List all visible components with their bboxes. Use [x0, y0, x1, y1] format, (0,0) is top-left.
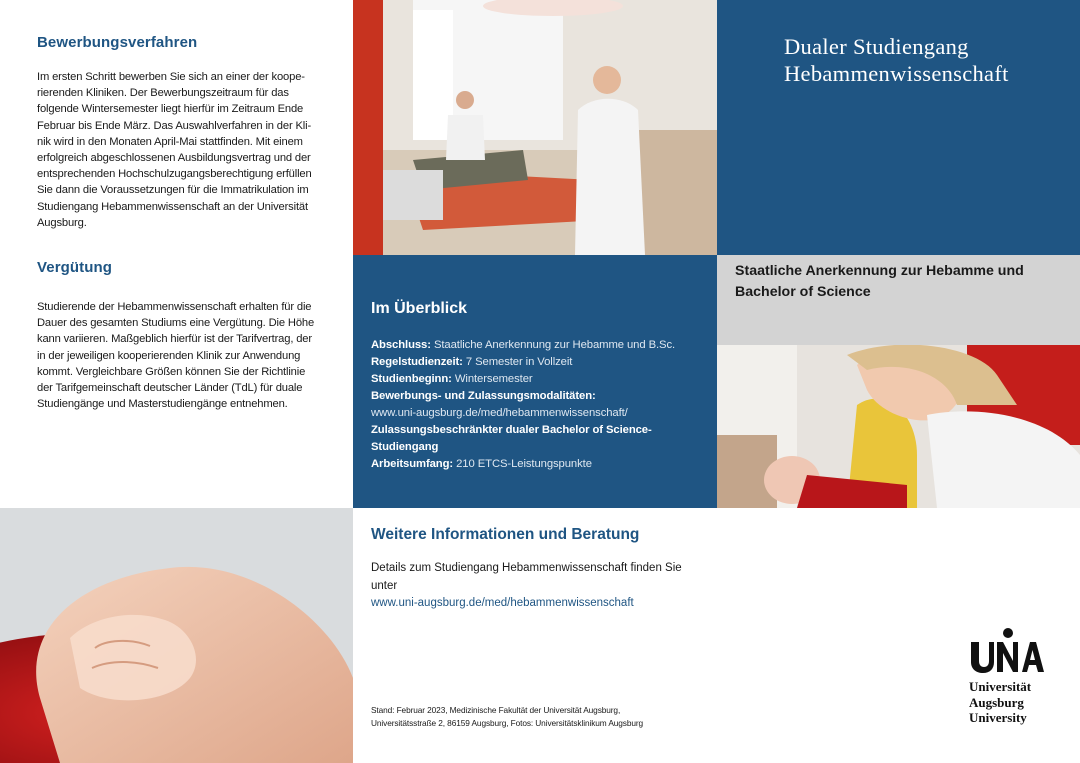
info-line-1: Details zum Studiengang Hebammenwissenschaft finden Sie [371, 562, 682, 574]
overview-item [371, 388, 711, 405]
info-heading: Weitere Informationen und Beratung [371, 526, 640, 543]
text-line: Augsburg. [37, 216, 87, 229]
info-text [371, 560, 701, 613]
text-line: Dauer des gesamten Studiums eine Vergütung. Die Höhe [37, 317, 315, 330]
overview-value: Wintersemester [451, 373, 533, 385]
overview-key: Abschluss: [371, 339, 431, 351]
text-line: kommt. Vergleichbare Größen können Sie der Richtlinie [37, 365, 306, 378]
text-line: kann variieren. Maßgeblich hierfür ist der Tarifvertrag, der [37, 333, 312, 346]
text-line: Studiengang Hebammenwissenschaft an der Universität [37, 200, 308, 213]
text-line: erfolgreich abgeschlossenen Ausbildungsvertrag und der [37, 152, 311, 165]
overview-value: 210 ETCS-Leistungspunkte [453, 458, 592, 470]
text-line: entsprechenden Hochschulzugangsberechtigung erfüllen [37, 168, 312, 181]
footnote-line-2: Universitätsstraße 2, 86159 Augsburg, Fotos: Universitätsklinikum Augsburg [371, 717, 644, 728]
overview-item [371, 354, 711, 371]
overview-heading: Im Überblick [371, 300, 468, 317]
title-panel [717, 0, 1080, 255]
university-logo [965, 627, 1065, 737]
recognition-line-2: Bachelor of Science [735, 284, 871, 300]
text-line: in der jeweiligen kooperierenden Klinik zur Anwendung [37, 349, 301, 362]
delivery-room-illustration [353, 0, 717, 255]
newborn-photo [717, 345, 1080, 508]
compensation-text [37, 299, 337, 412]
university-logo-mark-icon [967, 627, 1045, 673]
program-website-link[interactable]: www.uni-augsburg.de/med/hebammenwissenschaft [371, 597, 634, 609]
overview-value: 7 Semester in Vollzeit [462, 356, 573, 368]
application-text [37, 69, 337, 231]
overview-key: Arbeitsumfang: [371, 458, 454, 470]
text-line: Im ersten Schritt bewerben Sie sich an einer der koope- [37, 71, 305, 83]
overview-key: Bewerbungs- und Zulassungsmodalitäten: [371, 390, 596, 402]
logo-line-3: University [969, 710, 1027, 725]
recognition-panel [717, 255, 1080, 345]
admission-link[interactable]: www.uni-augsburg.de/med/hebammenwissenschaft/ [371, 407, 628, 419]
logo-line-2: Augsburg [969, 694, 1024, 710]
newborn-illustration [717, 345, 1080, 508]
text-line: Sie dann die Voraussetzungen für die Immatrikulation im [37, 184, 309, 197]
info-section [353, 508, 717, 763]
application-heading: Bewerbungsverfahren [37, 34, 198, 51]
text-line: Studierende der Hebammenwissenschaft erhalten für die [37, 301, 312, 313]
overview-key: Studienbeginn: [371, 373, 452, 385]
info-line-2: unter [371, 579, 398, 592]
title-line-2: Hebammenwissenschaft [784, 61, 1009, 86]
overview-item [371, 337, 711, 354]
title-line-1: Dualer Studiengang [784, 34, 969, 59]
overview-key: Regelstudienzeit: [371, 356, 463, 368]
recognition-line-1: Staatliche Anerkennung zur Hebamme und [735, 263, 1024, 279]
footnote-line-1: Stand: Februar 2023, Medizinische Fakultät der Universität Augsburg, [371, 705, 621, 715]
recognition-text [735, 261, 1024, 303]
program-title [784, 33, 1009, 87]
left-column [0, 0, 353, 508]
text-line: rierenden Kliniken. Der Bewerbungszeitraum für das [37, 87, 289, 100]
overview-item [371, 456, 711, 473]
compensation-heading: Vergütung [37, 259, 113, 276]
text-line: Studiengänge und Masterstudiengänge entnehmen. [37, 398, 288, 411]
overview-key: Zulassungsbeschränkter dualer Bachelor of Science- [371, 424, 652, 436]
logo-line-1: Universität [969, 679, 1032, 694]
overview-item [371, 439, 711, 456]
footnote [371, 704, 711, 729]
overview-item[interactable] [371, 405, 711, 422]
delivery-room-photo [353, 0, 717, 255]
overview-list [371, 337, 711, 473]
overview-panel [353, 255, 717, 508]
overview-item [371, 371, 711, 388]
text-line: nik wird in den Monaten April-Mai stattfinden. Mit einem [37, 135, 303, 148]
overview-key: Studiengang [371, 441, 439, 453]
text-line: folgende Wintersemester liegt hierfür im Zeitraum Ende [37, 103, 304, 116]
overview-value: Staatliche Anerkennung zur Hebamme und B.Sc. [430, 339, 676, 351]
text-line: Februar bis Ende März. Das Auswahlverfahren in der Kli- [37, 119, 312, 132]
text-line: der Tarifgemeinschaft deutscher Länder (TdL) für duale [37, 382, 303, 395]
university-name [969, 679, 1031, 726]
hands-illustration [0, 508, 353, 763]
overview-item [371, 422, 711, 439]
hands-photo [0, 508, 353, 763]
